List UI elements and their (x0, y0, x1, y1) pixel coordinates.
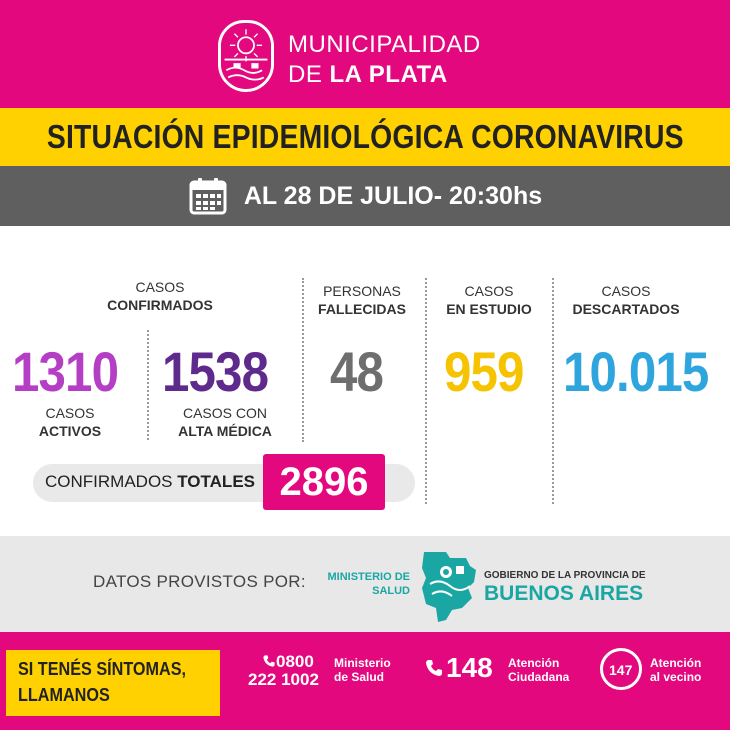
ministerio-line1: MINISTERIO DE (327, 571, 410, 583)
symptoms-box (6, 650, 220, 716)
alta-label-line2: ALTA MÉDICA (178, 423, 272, 439)
descartados-label-line2: DESCARTADOS (572, 301, 680, 317)
confirmados-header (80, 278, 240, 314)
activos-label (20, 404, 120, 440)
phone2-org-line1: Atención (508, 656, 560, 670)
phone3-org-line1: Atención (650, 656, 702, 670)
calendar-icon (188, 176, 228, 216)
phone2-org-line2: Ciudadana (508, 670, 570, 684)
ministerio-line2: SALUD (372, 585, 410, 597)
descartados-label-line1: CASOS (601, 283, 651, 299)
seal-icon (218, 20, 274, 92)
fallecidas-header (312, 282, 412, 318)
page-title: SITUACIÓN EPIDEMIOLÓGICA CORONAVIRUS (46, 118, 684, 155)
phone-147-icon (600, 648, 642, 690)
fallecidas-value: 48 (330, 340, 384, 403)
phone2-org (508, 656, 569, 684)
date-text: AL 28 DE JULIO- 20:30hs (243, 181, 543, 210)
source-label: DATOS PROVISTOS POR: (93, 572, 306, 591)
phone-icon (262, 654, 276, 668)
totals-label-bold: TOTALES (177, 472, 255, 491)
phone-icon (424, 658, 444, 678)
alta-value: 1538 (162, 340, 269, 403)
descartados-header (566, 282, 686, 318)
municipality-name (288, 30, 481, 90)
header (0, 0, 730, 108)
stats-panel (0, 226, 730, 536)
phone1-org-line2: de Salud (334, 670, 385, 684)
phone1-line1: 0800 (276, 652, 314, 671)
phone3-number: 147 (609, 662, 633, 678)
ministerio-logo-text (318, 570, 410, 598)
municipality-line2 (288, 60, 481, 90)
totals-value: 2896 (263, 454, 385, 510)
totals-label (45, 472, 255, 492)
footer (0, 632, 730, 730)
fallecidas-label-line1: PERSONAS (323, 283, 401, 299)
estudio-label-line2: EN ESTUDIO (446, 301, 532, 317)
descartados-value: 10.015 (563, 340, 709, 403)
gobierno-text: GOBIERNO DE LA PROVINCIA DE (484, 570, 646, 581)
phone1-org (334, 656, 391, 684)
phone2-number: 148 (446, 652, 493, 683)
activos-label-line2: ACTIVOS (38, 423, 102, 439)
provincia-text: BUENOS AIRES (484, 582, 644, 605)
symptoms-line2: LLAMANOS (18, 685, 110, 705)
estudio-value: 959 (444, 340, 524, 403)
phone1-org-line1: Ministerio (334, 656, 391, 670)
estudio-header (436, 282, 542, 318)
municipality-line2-bold: LA PLATA (329, 61, 448, 88)
municipality-line1: MUNICIPALIDAD (288, 31, 481, 58)
activos-value: 1310 (12, 340, 119, 403)
totals-label-prefix: CONFIRMADOS (45, 472, 178, 491)
source-band (0, 536, 730, 632)
symptoms-line1: SI TENÉS SÍNTOMAS, (18, 659, 187, 679)
separator (425, 278, 427, 504)
phone3-org (650, 656, 701, 684)
separator (552, 278, 554, 504)
activos-label-line1: CASOS (45, 405, 95, 421)
separator (147, 330, 149, 440)
confirmados-header-line1: CASOS (135, 279, 185, 295)
confirmados-header-line2: CONFIRMADOS (107, 297, 213, 313)
alta-label-line1: CASOS CON (182, 405, 267, 421)
separator (302, 278, 304, 442)
title-band (0, 108, 730, 166)
date-band (0, 166, 730, 226)
fallecidas-label-line2: FALLECIDAS (318, 301, 406, 317)
alta-label (160, 404, 290, 440)
map-icon (416, 548, 480, 624)
phone1-line2: 222 1002 (248, 670, 319, 689)
municipality-line2-prefix: DE (288, 61, 330, 88)
estudio-label-line1: CASOS (464, 283, 514, 299)
phone3-org-line2: al vecino (650, 670, 702, 684)
